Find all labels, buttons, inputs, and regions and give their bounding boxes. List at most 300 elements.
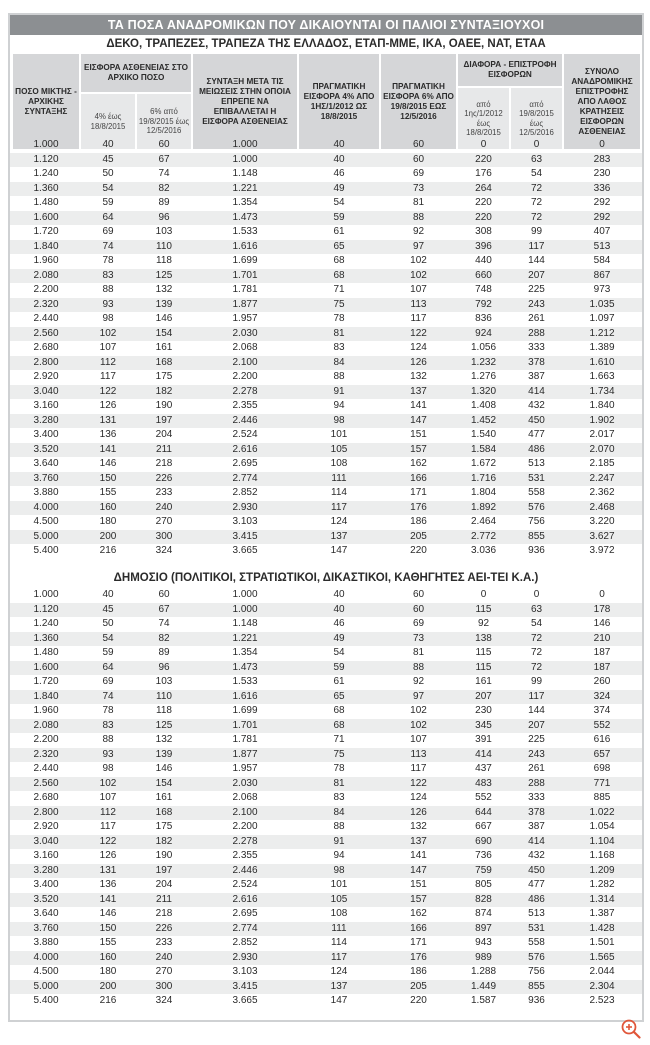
cell-pension-after-cuts: 3.665 — [232, 995, 258, 1006]
cell-actual-6: 157 — [410, 443, 427, 455]
cell-diff-a: 1.056 — [470, 342, 497, 353]
cell-gross-pension: 1.600 — [33, 211, 59, 223]
cell-actual-4: 40 — [333, 153, 345, 165]
cell-diff-a: 1.587 — [470, 995, 497, 1006]
cell-total: 374 — [593, 705, 611, 716]
cell-actual-4: 117 — [331, 501, 347, 513]
table-row — [10, 356, 642, 371]
cell-gross-pension: 1.360 — [33, 632, 59, 644]
cell-total: 2.523 — [589, 995, 615, 1006]
cell-total: 178 — [593, 603, 611, 615]
cell-total: 2.247 — [589, 472, 615, 484]
cell-diff-b: 756 — [528, 966, 545, 977]
cell-diff-a: 483 — [475, 777, 492, 789]
page-title: ΤΑ ΠΟΣΑ ΑΝΑΔΡΟΜΙΚΩΝ ΠΟΥ ΔΙΚΑΙΟΥΝΤΑΙ ΟΙ ΠΑΛΙΟΙ ΣΥΝΤΑΞΙΟΥΧΟΙ — [10, 15, 642, 35]
table-row — [10, 486, 642, 501]
cell-total: 973 — [593, 284, 611, 295]
cell-pension-after-cuts: 1.781 — [232, 734, 258, 745]
cell-gross-pension: 2.560 — [33, 777, 59, 789]
table-row — [10, 153, 642, 168]
cell-gross-pension: 1.960 — [33, 255, 59, 266]
cell-health-4: 40 — [102, 589, 114, 600]
cell-actual-4: 81 — [333, 327, 345, 339]
cell-pension-after-cuts: 1.354 — [232, 647, 258, 658]
cell-diff-a: 0 — [480, 589, 487, 600]
cell-diff-b: 72 — [530, 661, 543, 673]
cell-actual-4: 91 — [333, 385, 345, 397]
cell-gross-pension: 5.400 — [33, 545, 59, 556]
cell-diff-a: 0 — [480, 139, 487, 150]
cell-diff-a: 308 — [475, 226, 492, 237]
cell-diff-a: 828 — [475, 893, 492, 905]
cell-pension-after-cuts: 1.221 — [232, 632, 258, 644]
cell-diff-b: 207 — [528, 269, 545, 281]
table-row — [10, 994, 642, 1009]
cell-diff-a: 264 — [475, 182, 492, 194]
cell-diff-a: 138 — [475, 632, 492, 644]
cell-gross-pension: 3.760 — [33, 472, 59, 484]
cell-total: 657 — [593, 748, 611, 760]
cell-health-6: 226 — [155, 472, 173, 484]
cell-total: 187 — [593, 661, 611, 673]
cell-health-6: 154 — [155, 777, 173, 789]
cell-health-4: 122 — [99, 835, 117, 847]
cell-total: 1.209 — [589, 864, 615, 876]
cell-health-4: 150 — [99, 472, 117, 484]
cell-gross-pension: 1.240 — [33, 618, 59, 629]
cell-health-6: 233 — [155, 937, 173, 948]
header-health-6: 6% από 19/8/2015 έως 12/5/2016 — [137, 94, 191, 149]
cell-diff-a: 690 — [475, 835, 492, 847]
cell-gross-pension: 3.640 — [33, 908, 59, 919]
cell-gross-pension: 3.040 — [33, 835, 59, 847]
cell-pension-after-cuts: 1.699 — [232, 705, 258, 716]
cell-diff-b: 558 — [528, 937, 545, 948]
cell-pension-after-cuts: 1.701 — [232, 719, 258, 731]
cell-diff-a: 440 — [475, 255, 492, 266]
cell-gross-pension: 1.480 — [33, 647, 59, 658]
cell-actual-4: 40 — [333, 589, 345, 600]
cell-diff-b: 72 — [530, 197, 543, 208]
cell-health-4: 74 — [102, 690, 114, 702]
cell-total: 3.220 — [589, 516, 615, 527]
cell-diff-a: 220 — [475, 197, 492, 208]
cell-pension-after-cuts: 1.957 — [232, 763, 258, 774]
cell-actual-6: 102 — [410, 719, 427, 731]
table-row — [10, 501, 642, 516]
cell-actual-4: 46 — [333, 618, 345, 629]
cell-total: 3.972 — [589, 545, 615, 556]
cell-actual-6: 166 — [410, 472, 427, 484]
cell-health-4: 98 — [102, 763, 114, 774]
cell-total: 336 — [593, 182, 611, 194]
table-row — [10, 414, 642, 429]
cell-actual-6: 124 — [410, 792, 427, 803]
cell-diff-a: 396 — [475, 240, 492, 252]
cell-pension-after-cuts: 2.774 — [232, 472, 258, 484]
cell-diff-b: 387 — [528, 821, 545, 832]
cell-diff-a: 1.320 — [470, 385, 497, 397]
cell-health-6: 161 — [155, 342, 173, 353]
cell-gross-pension: 3.160 — [33, 850, 59, 861]
cell-health-4: 50 — [102, 168, 114, 179]
table-row — [10, 443, 642, 458]
cell-actual-4: 68 — [333, 705, 345, 716]
cell-total: 771 — [593, 777, 611, 789]
cell-total: 867 — [593, 269, 611, 281]
cell-diff-b: 378 — [528, 356, 545, 368]
cell-health-6: 240 — [155, 951, 173, 963]
cell-actual-4: 111 — [331, 472, 347, 484]
table-row — [10, 370, 642, 385]
cell-actual-6: 171 — [410, 937, 427, 948]
cell-actual-6: 186 — [410, 516, 427, 527]
cell-actual-4: 46 — [333, 168, 345, 179]
cell-health-6: 168 — [155, 356, 173, 368]
cell-total: 2.468 — [589, 501, 615, 513]
cell-actual-4: 81 — [333, 777, 345, 789]
cell-actual-6: 81 — [412, 197, 425, 208]
header-diff-b: από 19/8/2015 έως 12/5/2016 — [511, 88, 562, 149]
cell-gross-pension: 1.480 — [33, 197, 59, 208]
cell-total: 3.627 — [589, 530, 615, 542]
cell-pension-after-cuts: 2.695 — [232, 908, 258, 919]
cell-diff-b: 486 — [528, 443, 545, 455]
table-row — [10, 167, 642, 182]
cell-total: 1.035 — [589, 298, 615, 310]
table-header — [10, 54, 642, 149]
cell-pension-after-cuts: 1.877 — [232, 748, 258, 760]
cell-health-6: 197 — [155, 864, 173, 876]
cell-pension-after-cuts: 1.616 — [232, 690, 258, 702]
table-row — [10, 936, 642, 951]
cell-actual-4: 114 — [331, 937, 347, 948]
cell-actual-4: 147 — [330, 545, 348, 556]
cell-gross-pension: 2.680 — [33, 792, 59, 803]
cell-pension-after-cuts: 1.701 — [232, 269, 258, 281]
cell-diff-a: 1.276 — [470, 371, 497, 382]
cell-health-6: 82 — [158, 632, 170, 644]
cell-actual-6: 92 — [412, 226, 425, 237]
cell-diff-a: 667 — [475, 821, 492, 832]
table-row — [10, 849, 642, 864]
cell-diff-b: 261 — [528, 763, 545, 774]
table-row — [10, 980, 642, 995]
cell-health-6: 146 — [155, 763, 173, 774]
cell-health-4: 112 — [100, 806, 116, 818]
cell-pension-after-cuts: 1.957 — [232, 313, 258, 324]
cell-health-4: 69 — [102, 226, 114, 237]
cell-actual-4: 78 — [333, 763, 345, 774]
cell-health-4: 64 — [102, 211, 114, 223]
cell-pension-after-cuts: 2.524 — [232, 429, 258, 440]
cell-diff-a: 437 — [475, 763, 492, 774]
cell-gross-pension: 5.000 — [33, 530, 59, 542]
cell-gross-pension: 3.880 — [33, 937, 59, 948]
cell-health-6: 82 — [158, 182, 170, 194]
cell-actual-6: 166 — [410, 922, 427, 934]
cell-gross-pension: 2.800 — [33, 806, 59, 818]
cell-diff-a: 391 — [475, 734, 492, 745]
table-row — [10, 472, 642, 487]
cell-actual-6: 124 — [410, 342, 427, 353]
cell-health-6: 103 — [155, 226, 173, 237]
cell-pension-after-cuts: 1.533 — [232, 226, 258, 237]
cell-health-4: 54 — [102, 182, 114, 194]
cell-diff-a: 805 — [475, 879, 492, 890]
cell-total: 292 — [593, 197, 611, 208]
cell-actual-6: 132 — [410, 821, 427, 832]
cell-health-6: 300 — [155, 530, 173, 542]
cell-actual-6: 97 — [412, 240, 425, 252]
cell-health-6: 240 — [155, 501, 173, 513]
table-row — [10, 240, 642, 255]
cell-actual-6: 60 — [412, 603, 425, 615]
cell-actual-6: 162 — [410, 908, 427, 919]
cell-total: 1.054 — [589, 821, 615, 832]
cell-total: 2.070 — [589, 443, 615, 455]
cell-actual-6: 73 — [412, 182, 425, 194]
table-row — [10, 951, 642, 966]
cell-health-4: 216 — [99, 995, 117, 1006]
cell-diff-b: 531 — [528, 922, 545, 934]
cell-actual-6: 122 — [410, 327, 427, 339]
cell-gross-pension: 5.000 — [33, 980, 59, 992]
cell-diff-a: 943 — [475, 937, 492, 948]
cell-actual-4: 98 — [333, 864, 345, 876]
cell-gross-pension: 4.500 — [33, 516, 59, 527]
cell-health-4: 117 — [100, 821, 116, 832]
cell-actual-6: 186 — [410, 966, 427, 977]
table-row — [10, 835, 642, 850]
cell-total: 1.387 — [589, 908, 615, 919]
table-row — [10, 965, 642, 980]
cell-actual-4: 88 — [333, 821, 345, 832]
cell-health-6: 197 — [155, 414, 173, 426]
cell-pension-after-cuts: 2.930 — [232, 501, 258, 513]
cell-diff-a: 736 — [475, 850, 492, 861]
cell-pension-after-cuts: 2.774 — [232, 922, 258, 934]
cell-actual-6: 113 — [410, 298, 427, 310]
cell-actual-4: 84 — [333, 806, 345, 818]
table-row — [10, 733, 642, 748]
cell-health-6: 74 — [158, 618, 170, 629]
cell-pension-after-cuts: 2.616 — [232, 893, 258, 905]
cell-health-4: 69 — [102, 676, 114, 687]
cell-health-4: 141 — [99, 893, 117, 905]
cell-health-4: 146 — [99, 908, 117, 919]
cell-actual-4: 49 — [333, 182, 345, 194]
table-row — [10, 806, 642, 821]
cell-pension-after-cuts: 2.355 — [232, 400, 258, 411]
cell-pension-after-cuts: 2.200 — [232, 821, 258, 832]
cell-diff-b: 855 — [528, 980, 545, 992]
cell-diff-b: 288 — [528, 777, 545, 789]
cell-health-6: 154 — [155, 327, 173, 339]
cell-actual-4: 65 — [333, 690, 345, 702]
cell-health-6: 211 — [156, 893, 172, 905]
cell-actual-4: 54 — [333, 197, 345, 208]
cell-actual-6: 220 — [410, 545, 427, 556]
cell-actual-4: 65 — [333, 240, 345, 252]
table-row — [10, 457, 642, 472]
cell-health-4: 45 — [102, 153, 114, 165]
cell-diff-b: 936 — [528, 545, 545, 556]
cell-health-6: 270 — [155, 966, 173, 977]
cell-pension-after-cuts: 1.533 — [232, 676, 258, 687]
cell-health-4: 216 — [99, 545, 117, 556]
cell-gross-pension: 1.000 — [33, 589, 59, 600]
cell-actual-4: 84 — [333, 356, 345, 368]
cell-diff-b: 450 — [528, 414, 545, 426]
cell-health-6: 132 — [155, 734, 173, 745]
table-row — [10, 211, 642, 226]
cell-actual-4: 101 — [330, 879, 348, 890]
cell-health-6: 67 — [158, 153, 170, 165]
cell-gross-pension: 2.920 — [33, 821, 59, 832]
table-row — [10, 254, 642, 269]
cell-gross-pension: 3.280 — [33, 864, 59, 876]
table-row — [10, 530, 642, 545]
cell-health-6: 103 — [155, 676, 173, 687]
cell-health-6: 168 — [155, 806, 173, 818]
cell-total: 260 — [593, 676, 611, 687]
cell-pension-after-cuts: 2.068 — [232, 792, 258, 803]
cell-gross-pension: 5.400 — [33, 995, 59, 1006]
cell-health-6: 270 — [155, 516, 173, 527]
cell-health-4: 88 — [102, 734, 114, 745]
table-row — [10, 515, 642, 530]
cell-health-4: 180 — [99, 516, 117, 527]
cell-health-4: 107 — [99, 792, 117, 803]
header-health-4: 4% έως 18/8/2015 — [81, 94, 135, 149]
cell-diff-b: 531 — [528, 472, 545, 484]
cell-pension-after-cuts: 1.000 — [232, 603, 258, 615]
cell-pension-after-cuts: 3.103 — [232, 516, 258, 527]
cell-diff-b: 99 — [530, 676, 543, 687]
table-row — [10, 196, 642, 211]
table-row — [10, 690, 642, 705]
cell-actual-6: 126 — [410, 806, 427, 818]
cell-gross-pension: 1.720 — [33, 226, 59, 237]
cell-diff-a: 414 — [475, 748, 492, 760]
table-row — [10, 617, 642, 632]
cell-health-4: 126 — [99, 850, 117, 861]
cell-actual-6: 162 — [410, 458, 427, 469]
cell-total: 0 — [599, 139, 605, 150]
cell-health-4: 180 — [99, 966, 117, 977]
cell-actual-6: 113 — [410, 748, 427, 760]
cell-gross-pension: 1.840 — [33, 240, 59, 252]
cell-diff-a: 230 — [475, 705, 492, 716]
cell-actual-4: 49 — [333, 632, 345, 644]
cell-actual-6: 107 — [410, 734, 427, 745]
cell-diff-a: 552 — [475, 792, 492, 803]
cell-health-6: 67 — [158, 603, 170, 615]
cell-health-4: 131 — [99, 864, 117, 876]
cell-pension-after-cuts: 2.852 — [232, 937, 258, 948]
cell-actual-4: 68 — [333, 255, 345, 266]
cell-actual-4: 78 — [333, 313, 345, 324]
cell-actual-4: 147 — [330, 995, 348, 1006]
cell-health-4: 59 — [102, 647, 114, 658]
cell-total: 1.663 — [589, 371, 615, 382]
zoom-in-icon[interactable] — [620, 1018, 642, 1040]
cell-diff-a: 1.452 — [470, 414, 497, 426]
table-row — [10, 907, 642, 922]
cell-health-4: 107 — [99, 342, 117, 353]
cell-diff-a: 220 — [475, 211, 492, 223]
cell-total: 616 — [593, 734, 611, 745]
cell-total: 513 — [593, 240, 611, 252]
cell-diff-b: 72 — [530, 647, 543, 658]
cell-health-6: 96 — [158, 661, 170, 673]
cell-gross-pension: 1.120 — [33, 153, 59, 165]
cell-actual-4: 71 — [333, 284, 345, 295]
cell-pension-after-cuts: 3.665 — [232, 545, 258, 556]
cell-actual-6: 97 — [412, 690, 425, 702]
header-actual-4: ΠΡΑΓΜΑΤΙΚΗ ΕΙΣΦΟΡΑ 4% ΑΠΟ 1ΗΣ/1/2012 ΩΣ 18/8/2015 — [299, 54, 379, 149]
cell-pension-after-cuts: 1.000 — [232, 153, 258, 165]
cell-diff-a: 1.408 — [470, 400, 497, 411]
cell-gross-pension: 3.400 — [33, 879, 59, 890]
cell-actual-4: 75 — [333, 298, 345, 310]
cell-health-6: 204 — [155, 879, 173, 890]
cell-health-6: 182 — [155, 385, 173, 397]
cell-diff-b: 432 — [528, 400, 545, 411]
cell-pension-after-cuts: 2.930 — [232, 951, 258, 963]
cell-actual-4: 75 — [333, 748, 345, 760]
cell-pension-after-cuts: 3.415 — [232, 980, 258, 992]
cell-health-6: 182 — [155, 835, 173, 847]
cell-diff-a: 1.672 — [470, 458, 497, 469]
cell-actual-6: 147 — [410, 414, 427, 426]
table-row — [10, 719, 642, 734]
table-row — [10, 704, 642, 719]
cell-health-6: 190 — [155, 400, 173, 411]
cell-health-4: 83 — [102, 269, 114, 281]
cell-total: 1.168 — [589, 850, 615, 861]
cell-gross-pension: 3.760 — [33, 922, 59, 934]
cell-actual-4: 91 — [333, 835, 345, 847]
cell-pension-after-cuts: 1.877 — [232, 298, 258, 310]
cell-diff-b: 414 — [528, 835, 545, 847]
header-diff: ΔΙΑΦΟΡΑ - ΕΠΙΣΤΡΟΦΗ ΕΙΣΦΟΡΩΝ — [458, 54, 562, 86]
cell-health-4: 122 — [99, 385, 117, 397]
cell-pension-after-cuts: 2.100 — [232, 356, 258, 368]
cell-pension-after-cuts: 1.616 — [232, 240, 258, 252]
cell-diff-b: 144 — [528, 255, 545, 266]
cell-health-6: 96 — [158, 211, 170, 223]
cell-actual-6: 117 — [410, 763, 427, 774]
cell-diff-a: 1.540 — [470, 429, 497, 440]
table-row — [10, 269, 642, 284]
cell-pension-after-cuts: 2.695 — [232, 458, 258, 469]
table-row — [10, 588, 642, 603]
cell-diff-b: 144 — [528, 705, 545, 716]
cell-gross-pension: 1.000 — [33, 139, 59, 150]
cell-gross-pension: 1.240 — [33, 168, 59, 179]
table-row — [10, 138, 642, 153]
table-frame — [8, 13, 644, 1022]
cell-diff-a: 660 — [475, 269, 492, 281]
cell-gross-pension: 2.080 — [33, 269, 59, 281]
cell-total: 1.840 — [589, 400, 615, 411]
cell-gross-pension: 1.840 — [33, 690, 59, 702]
cell-diff-b: 378 — [528, 806, 545, 818]
cell-diff-a: 115 — [475, 647, 492, 658]
cell-health-4: 200 — [99, 980, 117, 992]
